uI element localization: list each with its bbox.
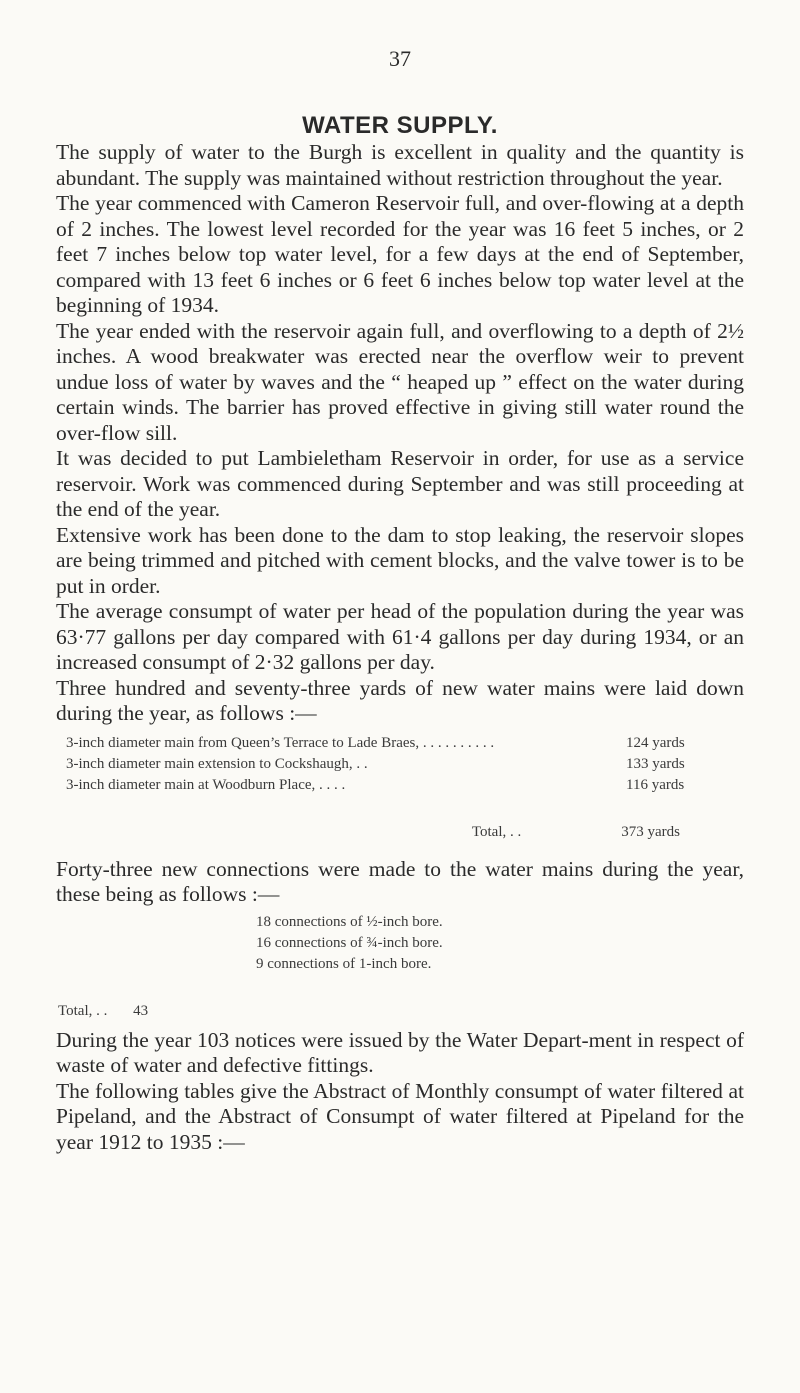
list-item: 16 connections of ¾-inch bore.: [256, 934, 443, 951]
main-description: 3-inch diameter main at Woodburn Place, . . . .: [66, 776, 346, 793]
main-description: 3-inch diameter main extension to Cockshaugh, . .: [66, 755, 368, 772]
list-item: [66, 733, 726, 754]
connections-total-value: 43: [133, 1002, 149, 1019]
document-body: [56, 140, 744, 1155]
paragraph: The average consumpt of water per head of the population during the year was 63·77 gallons per day compared with 61·4 gallons per day during 1934, or an increased consumpt of 2·32 gallons per day.: [56, 599, 744, 674]
paragraph: The year commenced with Cameron Reservoir full, and over-flowing at a depth of 2 inches. The lowest level recorded for the year was 16 feet 5 inches, or 2 feet 7 inches below top water level, for a few days at the end of September, compared with 13 feet 6 inches or 6 feet 6 inches below top water level at the beginning of 1934.: [56, 191, 744, 317]
mains-total: [66, 822, 726, 843]
mains-total-label: Total, . .: [471, 823, 522, 840]
main-length: 116 yards: [626, 776, 685, 793]
page-number: 37: [389, 46, 411, 71]
water-mains-list: [66, 733, 726, 843]
connections-total-label: Total, . .: [58, 1002, 108, 1019]
paragraph: Three hundred and seventy-three yards of new water mains were laid down during the year, as follows :—: [56, 675, 744, 725]
connections-total: [58, 1001, 744, 1022]
paragraph: It was decided to put Lambieletham Reservoir in order, for use as a service reservoir. Work was commenced during September and was still proceeding at the end of the year.: [56, 446, 744, 521]
list-item: [66, 775, 726, 796]
main-length: 133 yards: [626, 755, 685, 772]
connections-list: [256, 912, 744, 975]
paragraph: During the year 103 notices were issued by the Water Depart-ment in respect of waste of water and defective fittings.: [56, 1027, 744, 1077]
section-title: WATER SUPPLY.: [302, 112, 498, 139]
main-description: 3-inch diameter main from Queen’s Terrace to Lade Braes, . . . . . . . . . .: [66, 734, 495, 751]
list-item: 9 connections of 1-inch bore.: [256, 955, 432, 972]
list-item: 18 connections of ½-inch bore.: [256, 913, 443, 930]
paragraph: The year ended with the reservoir again full, and overflowing to a depth of 2½ inches. A wood breakwater was erected near the overflow weir to prevent undue loss of water by waves and the “ heaped up ” effect on the water during certain winds. The barrier has proved effective in giving still water round the over-flow sill.: [56, 318, 744, 445]
mains-total-value: 373 yards: [621, 823, 680, 840]
paragraph: Forty-three new connections were made to the water mains during the year, these being as follows :—: [56, 856, 744, 906]
list-item: [66, 754, 726, 775]
paragraph: The following tables give the Abstract of Monthly consumpt of water filtered at Pipeland, and the Abstract of Consumpt of water filtered at Pipeland for the year 1912 to 1935 :—: [56, 1078, 744, 1154]
paragraph: Extensive work has been done to the dam to stop leaking, the reservoir slopes are being trimmed and pitched with cement blocks, and the valve tower is to be put in order.: [56, 522, 744, 598]
main-length: 124 yards: [626, 734, 685, 751]
paragraph: The supply of water to the Burgh is excellent in quality and the quantity is abundant. The supply was maintained without restriction throughout the year.: [56, 140, 744, 190]
